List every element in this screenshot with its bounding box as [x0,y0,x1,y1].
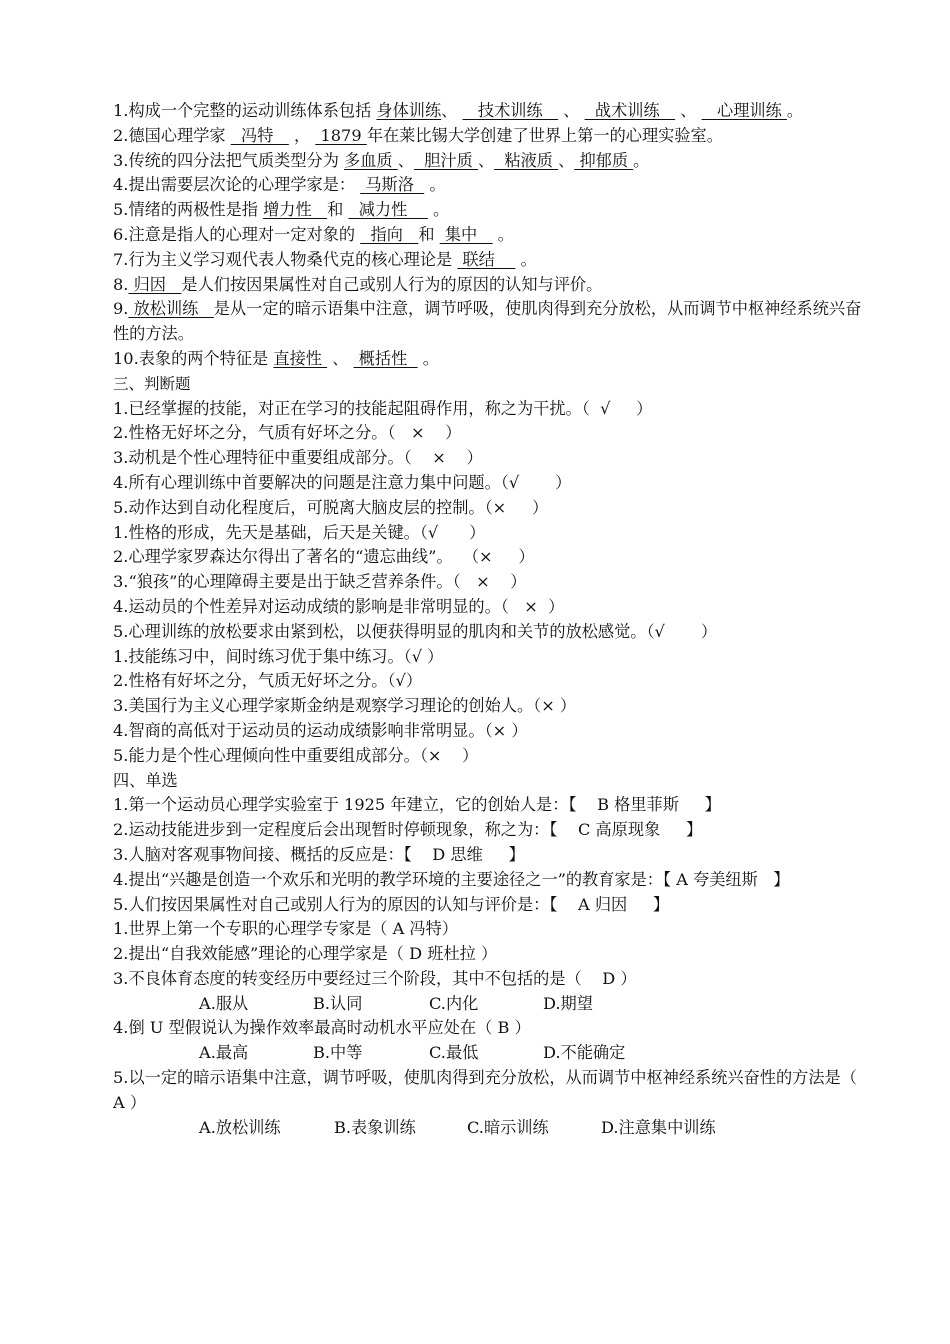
option-row [113,1041,865,1066]
document-page [113,99,865,1140]
judge-item: 2.性格无好坏之分，气质有好坏之分。（ × ） [113,423,462,443]
question-text: 2.德国心理学家 [113,125,231,145]
question-text: 5.情绪的两极性是指 [113,200,264,220]
single-item: 4.倒 U 型假说认为操作效率最高时动机水平应处在（ B ） [113,1018,531,1038]
option: D.注意集中训练 [601,1117,716,1137]
answer-blank: 胆汁质 [413,150,478,170]
judge-item: 5.动作达到自动化程度后，可脱离大脑皮层的控制。（× ） [113,497,549,517]
option: A.放松训练 [199,1117,281,1137]
judge-item: 1.性格的形成，先天是基础，后天是关键。（√ ） [113,522,486,542]
option: A.最高 [199,1043,249,1063]
judge-item: 4.运动员的个性差异对运动成绩的影响是非常明显的。（ × ） [113,596,565,616]
single-item: 2.运动技能进步到一定程度后会出现暂时停顿现象，称之为：【 C 高原现象 】 [113,820,703,840]
question-text: 4.提出需要层次论的心理学家是： [113,175,361,195]
answer-blank: 联结 [457,249,516,269]
answer-blank: 抑郁质 [574,150,634,170]
answer-blank: 指向 [360,224,419,244]
single-item: 5.人们按因果属性对自己或别人行为的原因的认知与评价是：【 A 归因 】 [113,894,670,914]
question-text: 是人们按因果属性对自己或别人行为的原因的认知与评价。 [181,274,603,294]
answer-blank: 集中 [439,224,493,244]
answer-blank: 增力性 [263,200,328,220]
question-text: 8. [113,274,129,294]
answer-blank: 战术训练 [584,101,676,120]
single-item: 2.提出“自我效能感”理论的心理学家是（ D 班杜拉 ） [113,944,498,964]
question-text: 。 [633,150,650,170]
judge-item: 4.所有心理训练中首要解决的问题是注意力集中问题。（√ ） [113,472,572,492]
single-item: 1.世界上第一个专职的心理学专家是（ A 冯特） [113,919,458,939]
judge-item: 4.智商的高低对于运动员的运动成绩影响非常明显。（× ） [113,720,528,740]
judge-item: 5.能力是个性心理倾向性中重要组成部分。（× ） [113,745,479,765]
separator: 、 [327,348,354,368]
separator: 和 [418,224,440,244]
question-text: 7.行为主义学习观代表人物桑代克的核心理论是 [113,249,458,269]
question-text: 年在莱比锡大学创建了世界上第一的心理实验室。 [366,125,723,145]
option: B.表象训练 [334,1117,416,1137]
option: A.服从 [199,993,249,1013]
answer-blank: 冯特 [230,125,289,145]
fill-question-10 [113,347,865,372]
answer-blank: 1879 [315,125,367,145]
question-text: 10.表象的两个特征是 [113,348,274,368]
judge-item: 5.心理训练的放松要求由紧到松，以便获得明显的肌肉和关节的放松感觉。（√ ） [113,621,718,641]
separator: 、 [558,150,575,170]
option: C.内化 [429,993,479,1013]
judge-item: 1.技能练习中，间时练习优于集中练习。（√ ） [113,646,444,666]
option: D.不能确定 [543,1043,626,1063]
single-item: 3.人脑对客观事物间接、概括的反应是：【 D 思维 】 [113,844,525,864]
separator: 、 [441,101,463,120]
separator: 、 [558,101,585,120]
question-text: 。 [417,348,439,368]
question-text: 6.注意是指人的心理对一定对象的 [113,224,361,244]
option: C.暗示训练 [467,1117,549,1137]
fill-question-6 [113,223,865,248]
section-heading-judge: 三、判断题 [113,374,191,393]
fill-question-5 [113,198,865,223]
question-text: 3.传统的四分法把气质类型分为 [113,150,345,170]
judge-item: 2.心理学家罗森达尔得出了著名的“遗忘曲线”。 （× ） [113,547,535,567]
judge-item: 3.“狼孩”的心理障碍主要是出于缺乏营养条件。（ × ） [113,572,527,592]
answer-blank: 马斯洛 [360,175,425,195]
question-text: 。 [786,101,804,120]
option: D.期望 [543,993,593,1013]
answer-blank: 技术训练 [462,101,559,120]
single-item: 5.以一定的暗示语集中注意，调节呼吸，使肌肉得到充分放松，从而调节中枢神经系统兴奋性的方法是（ A ） [113,1068,863,1112]
question-text: 是从一定的暗示语集中注意，调节呼吸，使肌肉得到充分放松，从而调节中枢神经系统兴奋性的方法。 [113,299,862,344]
single-item: 4.提出“兴趣是创造一个欢乐和光明的教学环境的主要途径之一”的教育家是：【 A 夸美纽斯 】 [113,869,790,889]
separator: 和 [327,200,349,220]
option: B.中等 [313,1043,363,1063]
separator: 、 [477,150,495,170]
fill-question-7 [113,248,865,273]
fill-question-4 [113,173,865,198]
fill-question-2 [113,124,865,149]
answer-blank: 概括性 [353,348,418,368]
answer-blank: 多血质 [344,150,398,170]
judge-item: 3.美国行为主义心理学家斯金纳是观察学习理论的创始人。（× ） [113,696,577,716]
answer-blank: 直接性 [273,348,328,368]
judge-item: 1.已经掌握的技能，对正在学习的技能起阻碍作用，称之为干扰。（ √ ） [113,398,653,418]
fill-question-3 [113,149,865,174]
option-row [113,1116,865,1141]
separator: ， [288,125,316,145]
option-row [113,992,865,1017]
answer-blank: 归因 [128,274,182,294]
judge-item: 2.性格有好坏之分，气质无好坏之分。（√） [113,671,423,691]
separator: 、 [675,101,702,120]
question-text: 。 [492,224,514,244]
question-text: 1.构成一个完整的运动训练体系包括 [113,101,377,120]
judge-item: 3.动机是个性心理特征中重要组成部分。（ × ） [113,448,483,468]
question-text: 。 [515,249,537,269]
separator: 、 [397,150,414,170]
fill-question-8 [113,273,865,298]
fill-question-1 [113,99,865,124]
section-heading-single: 四、单选 [113,770,178,790]
answer-blank: 身体训练 [376,101,442,120]
answer-blank: 心理训练 [701,101,787,120]
question-text: 。 [427,200,450,220]
answer-blank: 放松训练 [128,299,214,319]
option: C.最低 [429,1043,479,1063]
single-item: 3.不良体育态度的转变经历中要经过三个阶段，其中不包括的是（ D ） [113,968,637,988]
single-item: 1.第一个运动员心理学实验室于 1925 年建立，它的创始人是：【 B 格里菲斯 】 [113,795,721,815]
answer-blank: 减力性 [348,200,428,220]
answer-blank: 粘液质 [494,150,559,170]
fill-question-9 [113,297,865,347]
question-text: 。 [424,175,446,195]
option: B.认同 [313,993,363,1013]
question-text: 9. [113,299,129,319]
